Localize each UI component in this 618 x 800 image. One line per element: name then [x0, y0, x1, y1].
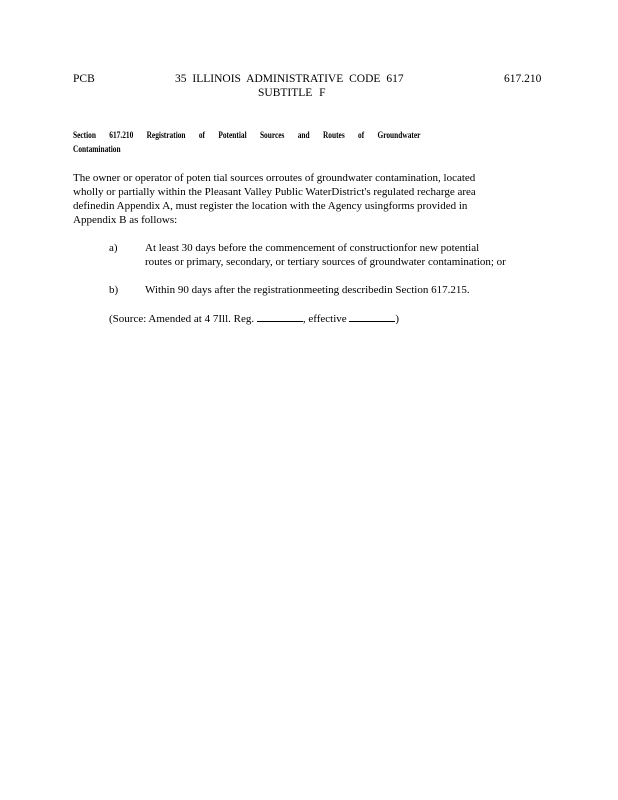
- source-note-middle: , effective: [302, 313, 350, 325]
- item-b-line-1: Within 90 days after the registrationmeeting describedin Section 617.215.: [145, 284, 470, 296]
- header-right-section-number: 617.210: [504, 73, 542, 85]
- item-b-label: b): [109, 284, 119, 296]
- item-a-label: a): [109, 242, 118, 254]
- source-note: [109, 311, 399, 326]
- source-register-blank: [257, 311, 303, 322]
- paragraph-line-3: definedin Appendix A, must register the location with the Agency usingforms provided in: [73, 200, 468, 212]
- source-effective-blank: [349, 311, 395, 322]
- paragraph-line-1: The owner or operator of poten tial sources orroutes of groundwater contamination, located: [73, 172, 476, 184]
- header-subtitle: SUBTITLE F: [258, 87, 326, 99]
- section-heading-continued: Contamination: [73, 144, 121, 154]
- section-heading: Section 617.210 Registration of Potential Sources and Routes of Groundwater: [73, 130, 421, 140]
- source-note-suffix: ): [395, 313, 400, 325]
- header-center-title: 35 ILLINOIS ADMINISTRATIVE CODE 617: [175, 73, 404, 85]
- item-a-line-2: routes or primary, secondary, or tertiary sources of groundwater contamination; or: [145, 256, 506, 268]
- paragraph-line-2: wholly or partially within the Pleasant Valley Public WaterDistrict's regulated recharge area: [73, 186, 476, 198]
- item-a-line-1: At least 30 days before the commencement of constructionfor new potential: [145, 242, 480, 254]
- header-left: PCB: [73, 73, 95, 85]
- source-note-prefix: (Source: Amended at 4 7Ill. Reg.: [109, 313, 257, 325]
- paragraph-line-4: Appendix B as follows:: [73, 214, 178, 226]
